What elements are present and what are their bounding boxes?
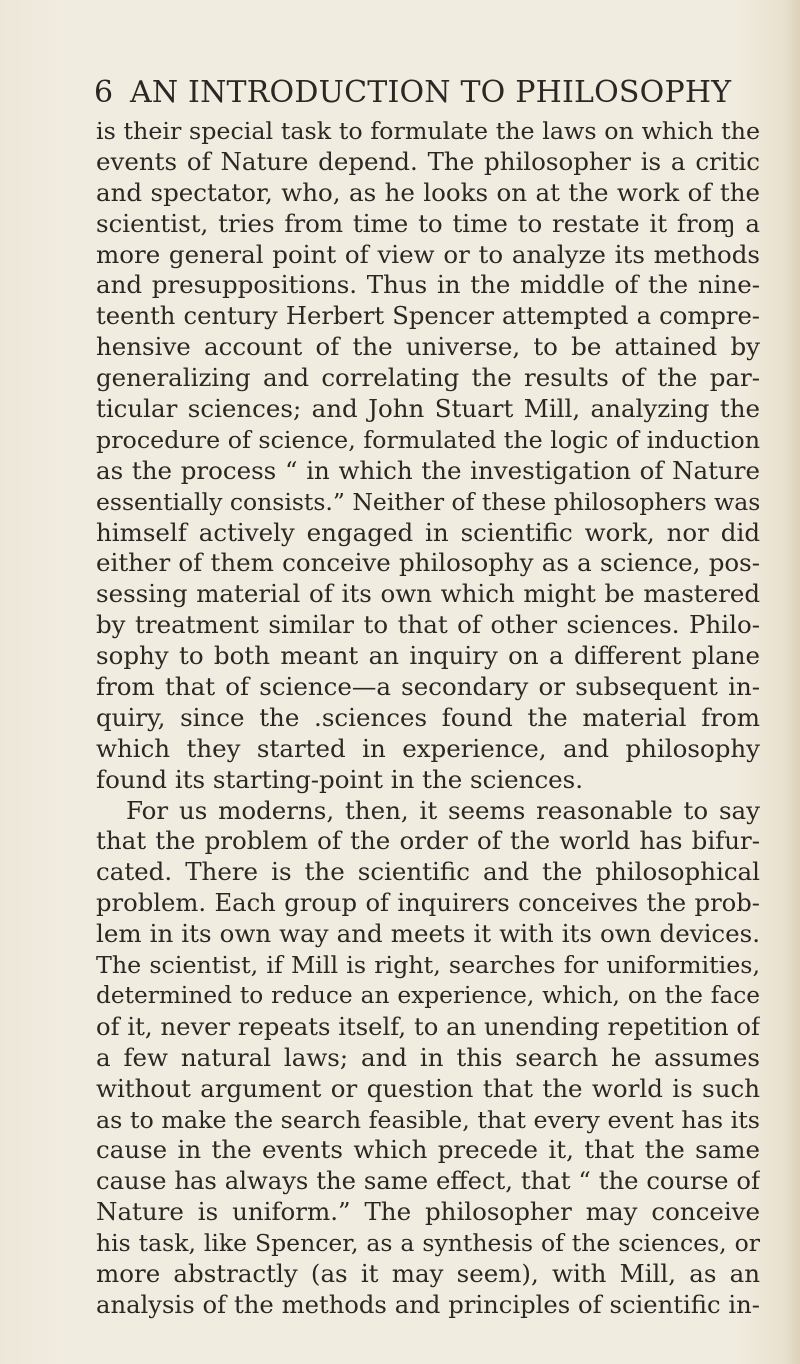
- text-line: procedure of science, formulated the logic of induction: [96, 425, 760, 454]
- text-line: which they started in experience, and philosophy: [96, 733, 760, 763]
- text-line: Nature is uniform.” The philosopher may conceive: [96, 1197, 760, 1227]
- text-line: and spectator, who, as he looks on at the work of the: [96, 177, 760, 207]
- text-line: that the problem of the order of the world has bifur-: [96, 826, 760, 856]
- text-line: is their special task to formulate the laws on which the: [96, 117, 760, 145]
- text-line: ticular sciences; and John Stuart Mill, analyzing the: [96, 394, 760, 424]
- text-line: teenth century Herbert Spencer attempted a compre-: [96, 301, 760, 331]
- text-line: as to make the search feasible, that every event has its: [96, 1105, 760, 1134]
- text-line: a few natural laws; and in this search he assumes: [96, 1042, 760, 1072]
- text-line: more abstractly (as it may seem), with Mill, as an: [96, 1258, 760, 1288]
- text-line: by treatment similar to that of other sciences. Philo-: [96, 610, 760, 640]
- running-title: AN INTRODUCTION TO PHILOSOPHY: [130, 75, 732, 110]
- text-line: without argument or question that the world is such: [96, 1073, 760, 1103]
- text-line: analysis of the methods and principles of scientific in-: [96, 1289, 760, 1319]
- text-line: cause in the events which precede it, that the same: [96, 1135, 760, 1165]
- text-line: from that of science—a secondary or subsequent in-: [96, 672, 760, 702]
- text-line: cated. There is the scientific and the philosophical: [96, 857, 760, 887]
- text-line: more general point of view or to analyze its methods: [96, 239, 760, 269]
- text-line: determined to reduce an experience, which, on the face: [96, 981, 760, 1009]
- page-number: 6: [94, 75, 114, 110]
- text-line: himself actively engaged in scientific work, nor did: [96, 517, 760, 547]
- text-line: cause has always the same effect, that “ the course of: [96, 1166, 760, 1196]
- text-line: events of Nature depend. The philosopher is a critic: [96, 146, 760, 176]
- text-line: and presuppositions. Thus in the middle of the nine-: [96, 270, 760, 300]
- text-line: The scientist, if Mill is right, searches for uniformities,: [96, 951, 760, 980]
- text-line: either of them conceive philosophy as a science, pos-: [96, 548, 760, 578]
- paragraph-last-line: found its starting-point in the sciences.: [96, 764, 584, 794]
- text-line: generalizing and correlating the results of the par-: [96, 363, 760, 393]
- text-line: lem in its own way and meets it with its own devices.: [96, 919, 760, 949]
- text-line: as the process “ in which the investigation of Nature: [96, 455, 760, 485]
- text-line: essentially consists.” Neither of these philosophers was: [96, 487, 760, 516]
- text-line: quiry, since the .sciences found the material from: [96, 702, 760, 732]
- text-line: hensive account of the universe, to be attained by: [96, 332, 760, 362]
- text-line: sessing material of its own which might be mastered: [96, 579, 760, 609]
- text-line: of it, never repeats itself, to an unending repetition of: [96, 1011, 760, 1041]
- body-text: [96, 116, 760, 1321]
- text-line: problem. Each group of inquirers conceives the prob-: [96, 888, 760, 918]
- running-header: [94, 72, 754, 114]
- text-line: sophy to both meant an inquiry on a different plane: [96, 641, 760, 671]
- text-line: scientist, tries from time to time to restate it froɱ a: [96, 208, 760, 238]
- paragraph-first-line: For us moderns, then, it seems reasonable to say: [126, 795, 760, 825]
- text-line: his task, like Spencer, as a synthesis of the sciences, or: [96, 1229, 760, 1258]
